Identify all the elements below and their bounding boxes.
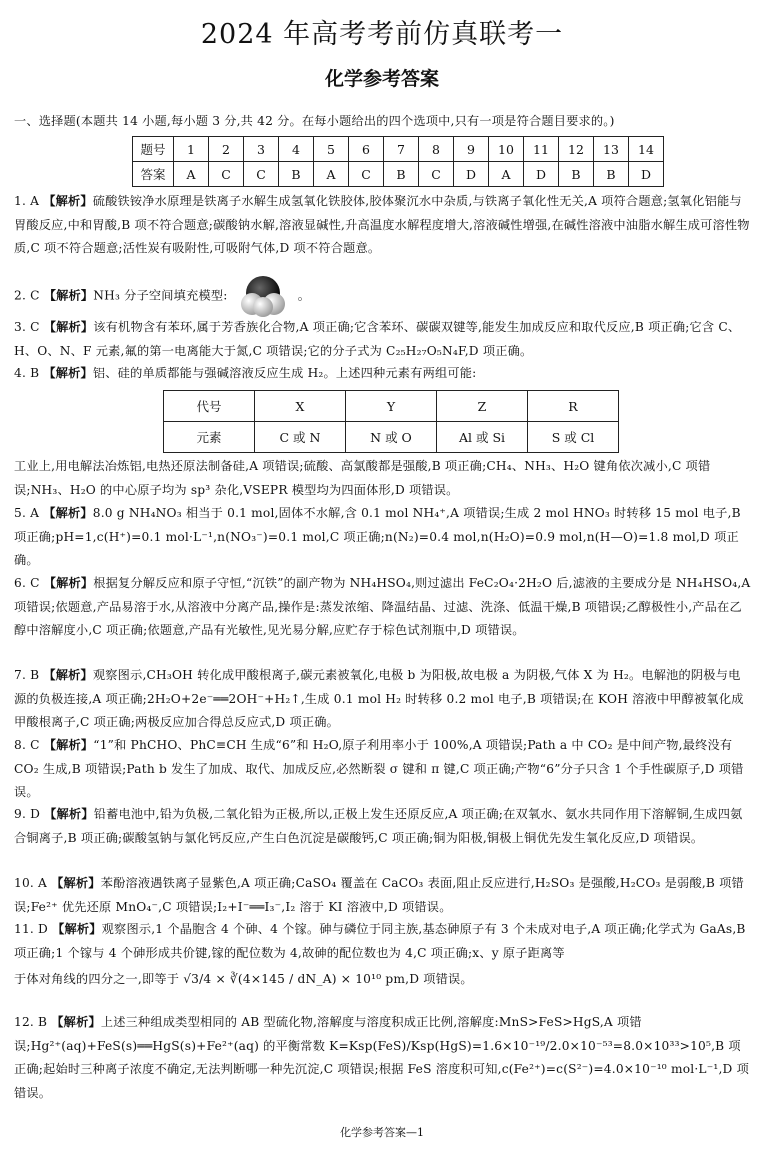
code-table-cell: Al 或 Si — [437, 422, 528, 453]
q11-tag: 【解析】 — [52, 922, 102, 936]
q6-text: 根据复分解反应和原子守恒,“沉铁”的副产物为 NH₄HSO₄,则过滤出 FeC₂O₄·2H₂O 后,滤液的主要成分是 NH₄HSO₄,A 项错误;依题意,产品易溶于水,从溶液中分离产品,操作是:蒸发浓缩、降温结晶、过滤、洗涤、低温干燥,B 项错误;乙醇极性小,产品在乙醇中溶解度小,C 项正确;依题意,产品有光敏性,见光易分解,应贮存于棕色试剂瓶中,D 项错误。 — [14, 576, 751, 637]
q6-tag: 【解析】 — [43, 576, 94, 590]
answer-table-header: 答案 — [133, 162, 174, 187]
question-number-cell: 10 — [489, 137, 524, 162]
explanation-q5 — [14, 502, 752, 573]
question-number-cell: 13 — [594, 137, 629, 162]
q9-tag: 【解析】 — [44, 807, 94, 821]
q4-tag: 【解析】 — [43, 366, 93, 380]
q5-number: 5. A — [14, 506, 40, 520]
page-subtitle: 化学参考答案 — [324, 68, 439, 90]
explanation-q9 — [14, 803, 752, 850]
answer-table-number-row — [133, 137, 664, 162]
code-table-cell: N 或 O — [346, 422, 437, 453]
explanation-q12 — [14, 1011, 752, 1105]
nh3-space-filling-model-icon — [232, 275, 294, 317]
question-number-cell: 6 — [349, 137, 384, 162]
answer-table-header: 题号 — [133, 137, 174, 162]
question-number-cell: 8 — [419, 137, 454, 162]
q1-tag: 【解析】 — [43, 194, 93, 208]
q10-tag: 【解析】 — [51, 876, 101, 890]
q7-number: 7. B — [14, 668, 40, 682]
q8-tag: 【解析】 — [43, 738, 94, 752]
answer-cell: A — [489, 162, 524, 187]
q2-text: NH₃ 分子空间填充模型: — [93, 288, 228, 303]
q7-tag: 【解析】 — [43, 668, 93, 682]
explanation-q11 — [14, 918, 752, 965]
q8-number: 8. C — [14, 738, 40, 752]
answer-cell: A — [174, 162, 209, 187]
answer-table-answer-row — [133, 162, 664, 187]
q11-text3: ,D 项错误。 — [405, 972, 473, 986]
answer-cell: C — [244, 162, 279, 187]
answer-cell: C — [419, 162, 454, 187]
answer-cell: D — [629, 162, 664, 187]
q7-text: 观察图示,CH₃OH 转化成甲酸根离子,碳元素被氧化,电极 b 为阳极,故电极 a 为阴极,气体 X 为 H₂。电解池的阴极与电源的负极连接,A 项正确;2H₂O+2e⁻══2OH⁻+H₂↑,生成 0.1 mol H₂ 时转移 0.2 mol 电子,B 项错误;在 KOH 溶液中甲醇被氧化成甲酸根离子,C 项正确;两极反应加合得总反应式,D 项正确。 — [14, 668, 744, 729]
q4-text: 铝、硅的单质都能与强碱溶液反应生成 H₂。上述四种元素有两组可能: — [92, 366, 477, 380]
question-number-cell: 4 — [279, 137, 314, 162]
answer-cell: D — [524, 162, 559, 187]
q3-text: 该有机物含有苯环,属于芳香族化合物,A 项正确;它含苯环、碳碳双键等,能发生加成反应和取代反应,B 项正确;它含 C、H、O、N、F 元素,氟的第一电离能大于氮,C 项错误;它的分子式为 C₂₅H₂₇O₅N₄F,D 项正确。 — [14, 320, 741, 358]
answer-table — [132, 136, 664, 187]
q10-number: 10. A — [14, 876, 48, 890]
q2-tag: 【解析】 — [43, 288, 94, 303]
explanation-q10 — [14, 872, 752, 919]
q12-text: 上述三种组成类型相同的 AB 型硫化物,溶解度与溶度积成正比例,溶解度:MnS>FeS>HgS,A 项错误;Hg²⁺(aq)+FeS(s)══HgS(s)+Fe²⁺(aq) 的平衡常数 K=Ksp(FeS)/Ksp(HgS)=1.6×10⁻¹⁹/2.0×10⁻⁵³=8.0×10³³>10⁵,B 项正确;起始时三种离子浓度不确定,无法判断哪一种先沉淀,C 项错误;根据 FeS 溶度积可知,c(Fe²⁺)=c(S²⁻)=4.0×10⁻¹⁰ mol·L⁻¹,D 项错误。 — [14, 1015, 749, 1100]
q11-formula: √3/4 × ∛(4×145 / dN_A) × 10¹⁰ pm — [183, 972, 406, 986]
question-number-cell: 14 — [629, 137, 664, 162]
question-number-cell: 3 — [244, 137, 279, 162]
q6-number: 6. C — [14, 576, 40, 590]
page-title: 2024 年高考考前仿真联考一 — [200, 19, 564, 50]
q10-text: 苯酚溶液遇铁离子显紫色,A 项正确;CaSO₄ 覆盖在 CaCO₃ 表面,阻止反应进行,H₂SO₃ 是强酸,H₂CO₃ 是弱酸,B 项错误;Fe²⁺ 优先还原 MnO₄⁻,C 项错误;I₂+I⁻══I₃⁻,I₂ 溶于 KI 溶液中,D 项错误。 — [14, 876, 744, 914]
q9-number: 9. D — [14, 807, 41, 821]
answer-cell: B — [559, 162, 594, 187]
q4-number: 4. B — [14, 366, 40, 380]
answer-cell: D — [454, 162, 489, 187]
q3-number: 3. C — [14, 320, 40, 334]
q8-text: “1”和 PhCHO、PhC≡CH 生成“6”和 H₂O,原子利用率小于 100%,A 项错误;Path a 中 CO₂ 是中间产物,最终没有 CO₂ 生成,B 项错误;Path b 发生了加成、取代、加成反应,必然断裂 σ 键和 π 键,C 项正确;产物“6”分子只含 1 个手性碳原子,D 项错误。 — [14, 738, 744, 799]
q11-number: 11. D — [14, 922, 49, 936]
q12-tag: 【解析】 — [51, 1015, 101, 1029]
answer-cell: A — [314, 162, 349, 187]
question-number-cell: 12 — [559, 137, 594, 162]
answer-cell: B — [594, 162, 629, 187]
explanation-q8 — [14, 734, 752, 805]
q2-text-end: 。 — [297, 288, 311, 303]
answer-cell: B — [279, 162, 314, 187]
q1-number: 1. A — [14, 194, 40, 208]
code-table-row — [164, 422, 619, 453]
explanation-q4-cont: 工业上,用电解法冶炼铝,电热还原法制备硅,A 项错误;硫酸、高氯酸都是强酸,B 项正确;CH₄、NH₃、H₂O 键角依次减小,C 项错误;NH₃、H₂O 的中心原子均为 sp³ 杂化,VSEPR 模型均为四面体形,D 项错误。 — [14, 459, 711, 497]
explanation-q11-cont — [14, 968, 752, 992]
question-number-cell: 2 — [209, 137, 244, 162]
answer-cell: B — [384, 162, 419, 187]
q12-number: 12. B — [14, 1015, 48, 1029]
explanation-q3 — [14, 316, 752, 363]
code-table-cell: 代号 — [164, 391, 255, 422]
element-code-table — [163, 390, 619, 453]
explanation-q7 — [14, 664, 752, 735]
explanation-q1 — [14, 190, 752, 261]
q1-text: 硫酸铁铵净水原理是铁离子水解生成氢氧化铁胶体,胶体聚沉水中杂质,与铁离子氧化性无关,A 项符合题意;氢氧化铝能与胃酸反应,中和胃酸,B 项不符合题意;碳酸钠水解,溶液显碱性,升高温度水解程度增大,溶液碱性增强,在碱性溶液中油脂水解生成可溶性物质,C 项不符合题意;活性炭有吸附性,可吸附气体,D 项不符合题意。 — [14, 194, 750, 255]
code-table-row — [164, 391, 619, 422]
q9-text: 铅蓄电池中,铅为负极,二氧化铅为正极,所以,正极上发生还原反应,A 项正确;在双氧水、氨水共同作用下溶解铜,生成四氨合铜离子,B 项正确;碳酸氢钠与氯化钙反应,产生白色沉淀是碳酸钙,C 项正确;铜为阳极,铜极上铜优先发生氧化反应,D 项错误。 — [14, 807, 743, 845]
q11-text: 观察图示,1 个晶胞含 4 个砷、4 个镓。砷与磷位于同主族,基态砷原子有 3 个未成对电子,A 项正确;化学式为 GaAs,B 项正确;1 个镓与 4 个砷形成共价键,镓的配位数为 4,故砷的配位数也为 4,C 项正确;x、y 原子距离等 — [14, 922, 746, 960]
explanation-q4 — [14, 362, 752, 386]
code-table-cell: C 或 N — [255, 422, 346, 453]
answer-cell: C — [209, 162, 244, 187]
q11-text2: 于体对角线的四分之一,即等于 — [14, 972, 180, 986]
q2-number: 2. C — [14, 288, 40, 303]
explanation-q6 — [14, 572, 752, 643]
q5-tag: 【解析】 — [43, 506, 93, 520]
question-number-cell: 11 — [524, 137, 559, 162]
section-heading: 一、选择题(本题共 14 小题,每小题 3 分,共 42 分。在每小题给出的四个选项中,只有一项是符合题目要求的。) — [14, 114, 615, 128]
answer-cell: C — [349, 162, 384, 187]
code-table-cell: 元素 — [164, 422, 255, 453]
code-table-cell: X — [255, 391, 346, 422]
q3-tag: 【解析】 — [43, 320, 94, 334]
code-table-cell: R — [528, 391, 619, 422]
question-number-cell: 9 — [454, 137, 489, 162]
question-number-cell: 5 — [314, 137, 349, 162]
code-table-cell: Z — [437, 391, 528, 422]
q5-text: 8.0 g NH₄NO₃ 相当于 0.1 mol,固体不水解,含 0.1 mol NH₄⁺,A 项错误;生成 2 mol HNO₃ 时转移 15 mol 电子,B 项正确;pH=1,c(H⁺)=0.1 mol·L⁻¹,n(NO₃⁻)=0.1 mol,C 项正确;n(N₂)=0.4 mol,n(H₂O)=0.9 mol,n(H—O)=1.8 mol,D 项正确。 — [14, 506, 741, 567]
question-number-cell: 7 — [384, 137, 419, 162]
explanation-q2 — [14, 275, 752, 317]
code-table-cell: S 或 Cl — [528, 422, 619, 453]
code-table-cell: Y — [346, 391, 437, 422]
page-footer: 化学参考答案—1 — [340, 1126, 424, 1139]
question-number-cell: 1 — [174, 137, 209, 162]
